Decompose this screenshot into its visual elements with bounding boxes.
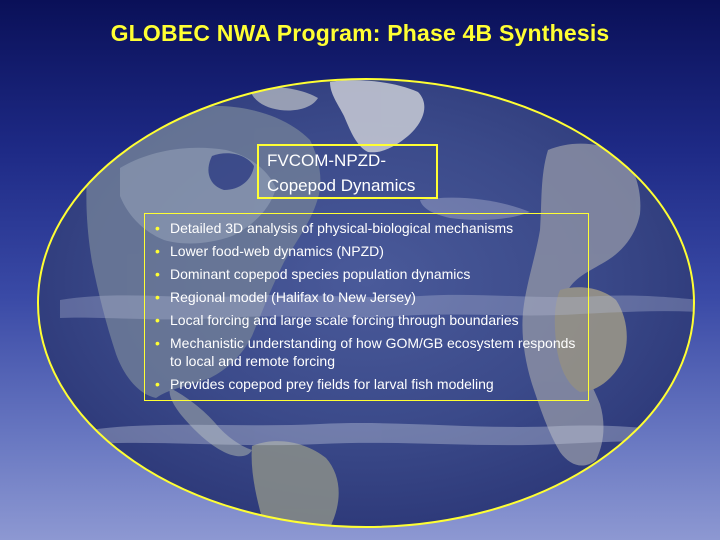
bullet-item	[155, 375, 578, 393]
bullet-text: Mechanistic understanding of how GOM/GB ecosystem responds to local and remote forcing	[170, 335, 576, 369]
bullet-text: Detailed 3D analysis of physical-biological mechanisms	[170, 220, 514, 236]
bullet-text: Regional model (Halifax to New Jersey)	[170, 289, 416, 305]
model-name-box	[257, 144, 438, 199]
bullet-item	[155, 311, 578, 329]
model-name-line-1: FVCOM-NPZD-	[267, 151, 386, 170]
bullet-dot-icon: •	[155, 335, 160, 351]
bullet-list	[155, 219, 578, 393]
bullet-dot-icon: •	[155, 266, 160, 282]
slide-title: GLOBEC NWA Program: Phase 4B Synthesis	[110, 20, 610, 46]
bullet-dot-icon: •	[155, 312, 160, 328]
bullet-item	[155, 265, 578, 283]
model-name-line-2: Copepod Dynamics	[267, 176, 416, 195]
bullet-dot-icon: •	[155, 243, 160, 259]
bullet-item	[155, 219, 578, 237]
bullet-text: Dominant copepod species population dynamics	[170, 266, 471, 282]
bullet-text: Lower food-web dynamics (NPZD)	[170, 243, 384, 259]
bullet-item	[155, 288, 578, 306]
bullet-text: Local forcing and large scale forcing through boundaries	[170, 312, 519, 328]
bullet-item	[155, 242, 578, 260]
bullet-list-box	[144, 213, 589, 401]
bullet-item	[155, 334, 578, 370]
bullet-dot-icon: •	[155, 289, 160, 305]
bullet-dot-icon: •	[155, 220, 160, 236]
bullet-text: Provides copepod prey fields for larval fish modeling	[170, 376, 494, 392]
bullet-dot-icon: •	[155, 376, 160, 392]
